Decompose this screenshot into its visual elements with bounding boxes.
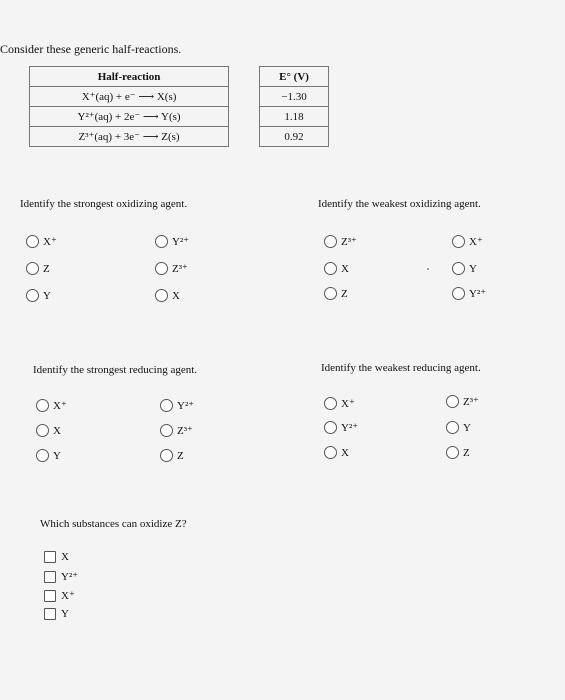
header-half-reaction: Half-reaction — [30, 67, 229, 87]
radio-button[interactable] — [36, 449, 49, 462]
potential-cell: −1.30 — [260, 87, 329, 107]
q2-option[interactable]: Z — [324, 287, 348, 300]
radio-button[interactable] — [155, 289, 168, 302]
radio-button[interactable] — [452, 235, 465, 248]
q2-option[interactable]: Z³⁺ — [324, 235, 357, 248]
q3-option[interactable]: X — [36, 424, 61, 437]
table-row — [30, 127, 329, 147]
reaction-cell: Z³⁺(aq) + 3e⁻ ⟶ Z(s) — [30, 127, 229, 147]
radio-button[interactable] — [324, 397, 337, 410]
checkbox[interactable] — [44, 608, 56, 620]
q1-option[interactable]: Z — [26, 262, 50, 275]
radio-button[interactable] — [446, 421, 459, 434]
checkbox[interactable] — [44, 551, 56, 563]
q4-option[interactable]: X — [324, 446, 349, 459]
radio-button[interactable] — [452, 287, 465, 300]
intro-text: Consider these generic half-reactions. — [0, 42, 182, 56]
radio-button[interactable] — [26, 262, 39, 275]
potential-cell: 1.18 — [260, 107, 329, 127]
q4-option[interactable]: Z — [446, 446, 470, 459]
q5-option[interactable]: Y²⁺ — [44, 570, 78, 583]
q1-prompt: Identify the strongest oxidizing agent. — [20, 198, 188, 210]
q4-option[interactable]: Z³⁺ — [446, 395, 479, 408]
q1-option[interactable]: Y²⁺ — [155, 235, 189, 248]
radio-button[interactable] — [36, 424, 49, 437]
radio-button[interactable] — [324, 287, 337, 300]
radio-button[interactable] — [160, 424, 173, 437]
radio-button[interactable] — [446, 395, 459, 408]
q4-option[interactable]: Y — [446, 421, 471, 434]
radio-button[interactable] — [324, 262, 337, 275]
radio-button[interactable] — [324, 446, 337, 459]
q3-option[interactable]: Z — [160, 449, 184, 462]
q5-prompt: Which substances can oxidize Z? — [40, 518, 187, 530]
radio-button[interactable] — [160, 399, 173, 412]
table-row — [30, 107, 329, 127]
half-reaction-table — [29, 66, 329, 147]
table-header-row — [30, 67, 329, 87]
q4-option[interactable]: Y²⁺ — [324, 421, 358, 434]
radio-button[interactable] — [36, 399, 49, 412]
radio-button[interactable] — [155, 262, 168, 275]
reaction-cell: Y²⁺(aq) + 2e⁻ ⟶ Y(s) — [30, 107, 229, 127]
q4-option[interactable]: X⁺ — [324, 397, 355, 410]
radio-button[interactable] — [160, 449, 173, 462]
q2-prompt: Identify the weakest oxidizing agent. — [318, 198, 481, 210]
q2-option[interactable]: X⁺ — [452, 235, 483, 248]
radio-button[interactable] — [26, 289, 39, 302]
q5-option[interactable]: Y — [44, 608, 69, 620]
q3-option[interactable]: Y — [36, 449, 61, 462]
radio-button[interactable] — [452, 262, 465, 275]
q3-option[interactable]: Y²⁺ — [160, 399, 194, 412]
radio-button[interactable] — [26, 235, 39, 248]
q3-option[interactable]: X⁺ — [36, 399, 67, 412]
radio-button[interactable] — [446, 446, 459, 459]
q1-option[interactable]: X⁺ — [26, 235, 57, 248]
q3-prompt: Identify the strongest reducing agent. — [33, 364, 198, 376]
q1-option[interactable]: X — [155, 289, 180, 302]
q1-option[interactable]: Z³⁺ — [155, 262, 188, 275]
radio-button[interactable] — [324, 421, 337, 434]
q2-option[interactable]: Y²⁺ — [452, 287, 486, 300]
checkbox[interactable] — [44, 571, 56, 583]
q5-option[interactable]: X⁺ — [44, 589, 75, 602]
q4-prompt: Identify the weakest reducing agent. — [321, 362, 481, 374]
radio-button[interactable] — [155, 235, 168, 248]
q3-option[interactable]: Z³⁺ — [160, 424, 193, 437]
checkbox[interactable] — [44, 590, 56, 602]
q2-option[interactable]: Y — [452, 262, 477, 275]
potential-cell: 0.92 — [260, 127, 329, 147]
q1-option[interactable]: Y — [26, 289, 51, 302]
reaction-cell: X⁺(aq) + e⁻ ⟶ X(s) — [30, 87, 229, 107]
header-potential: E° (V) — [260, 67, 329, 87]
q5-option[interactable]: X — [44, 551, 69, 563]
table-row — [30, 87, 329, 107]
q2-option[interactable]: X — [324, 262, 349, 275]
radio-button[interactable] — [324, 235, 337, 248]
